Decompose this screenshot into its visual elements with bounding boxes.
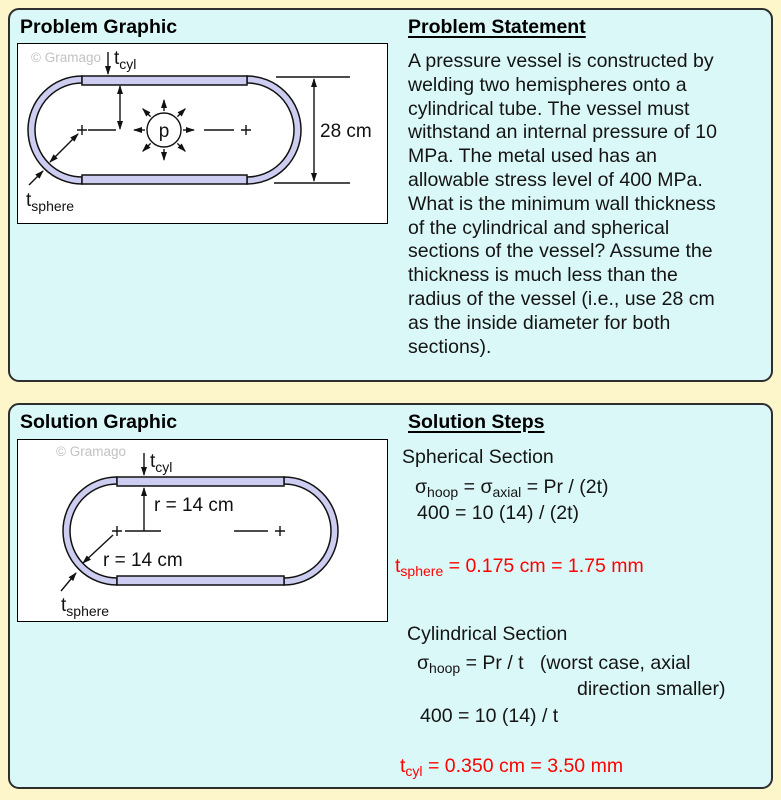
cylindrical-section-heading: Cylindrical Section — [407, 623, 568, 645]
cylinder-wall-top — [82, 76, 247, 85]
t-sphere-label: $t_{sphere}$ — [26, 190, 75, 214]
watermark: © Gramago — [31, 50, 101, 65]
spherical-eq1: $\sigma_{hoop} = \sigma_{axial} = Pr / (2t)$ — [415, 476, 609, 500]
solution-graphic-box — [17, 439, 388, 622]
spherical-result: $t_{sphere} = 0.175$ cm = 1.75 mm — [395, 555, 644, 579]
problem-statement-title: Problem Statement — [408, 16, 586, 38]
pressure-symbol: p — [158, 121, 170, 142]
watermark: © Gramago — [56, 444, 126, 459]
spherical-section-heading: Spherical Section — [402, 446, 554, 468]
t-cyl-label: $t_{cyl}$ — [114, 48, 137, 72]
sphere-wall-right — [284, 477, 338, 585]
problem-graphic-box — [17, 43, 388, 224]
radius-top-label: r = 14 cm — [154, 495, 234, 516]
cylindrical-eq1: $\sigma_{hoop} = Pr / t$ (worst case, axial — [417, 652, 691, 676]
sphere-wall-right — [247, 76, 301, 184]
t-cyl-label: $t_{cyl}$ — [150, 451, 173, 475]
right-center-cross — [241, 125, 251, 135]
solution-graphic-title: Solution Graphic — [20, 411, 178, 433]
cylinder-wall-bottom — [117, 576, 284, 585]
left-center-cross — [77, 125, 87, 135]
pressure-arrow-se — [177, 143, 185, 151]
cylindrical-eq2: 400 = 10 (14) / t — [420, 705, 559, 727]
t-sphere-arrow — [61, 573, 76, 591]
t-sphere-arrow — [29, 171, 43, 185]
cylinder-wall-top — [117, 477, 284, 486]
left-center-cross — [112, 526, 122, 536]
radius-diag-label: r = 14 cm — [103, 550, 183, 571]
sphere-wall-left — [28, 76, 82, 184]
solution-panel — [8, 403, 773, 789]
right-center-cross — [275, 526, 285, 536]
diameter-dimension — [274, 77, 372, 183]
pressure-arrow-nw — [143, 109, 151, 117]
pressure-arrow-sw — [143, 143, 151, 151]
cylinder-wall-bottom — [82, 175, 247, 184]
problem-vessel-diagram — [18, 44, 386, 222]
pressure-arrow-ne — [177, 109, 185, 117]
problem-statement-text: A pressure vessel is constructed by welding two hemispheres onto a cylindrical tube. The vessel must withstand an internal pressure of 10 MPa. The metal used has an allowable stress level of 400 MPa. What is the minimum wall thickness of the cylindrical and spherical sections of the vessel? Assume the thickness is much less than the radius of the vessel (i.e., use 28 cm as the inside diameter for both sections). — [408, 50, 717, 358]
diagonal-radius-arrow — [50, 134, 78, 162]
cylindrical-eq1-continuation: direction smaller) — [577, 678, 726, 700]
center-marks — [112, 526, 285, 536]
problem-panel — [8, 8, 773, 382]
cylindrical-result: $t_{cyl} = 0.350$ cm = 3.50 mm — [400, 755, 624, 779]
problem-graphic-title: Problem Graphic — [20, 16, 178, 38]
solution-vessel-diagram — [18, 440, 386, 620]
spherical-eq2: 400 = 10 (14) / (2t) — [417, 502, 580, 524]
diameter-label: 28 cm — [320, 121, 372, 142]
t-sphere-label: $t_{sphere}$ — [61, 595, 110, 619]
solution-steps-title: Solution Steps — [408, 411, 545, 433]
